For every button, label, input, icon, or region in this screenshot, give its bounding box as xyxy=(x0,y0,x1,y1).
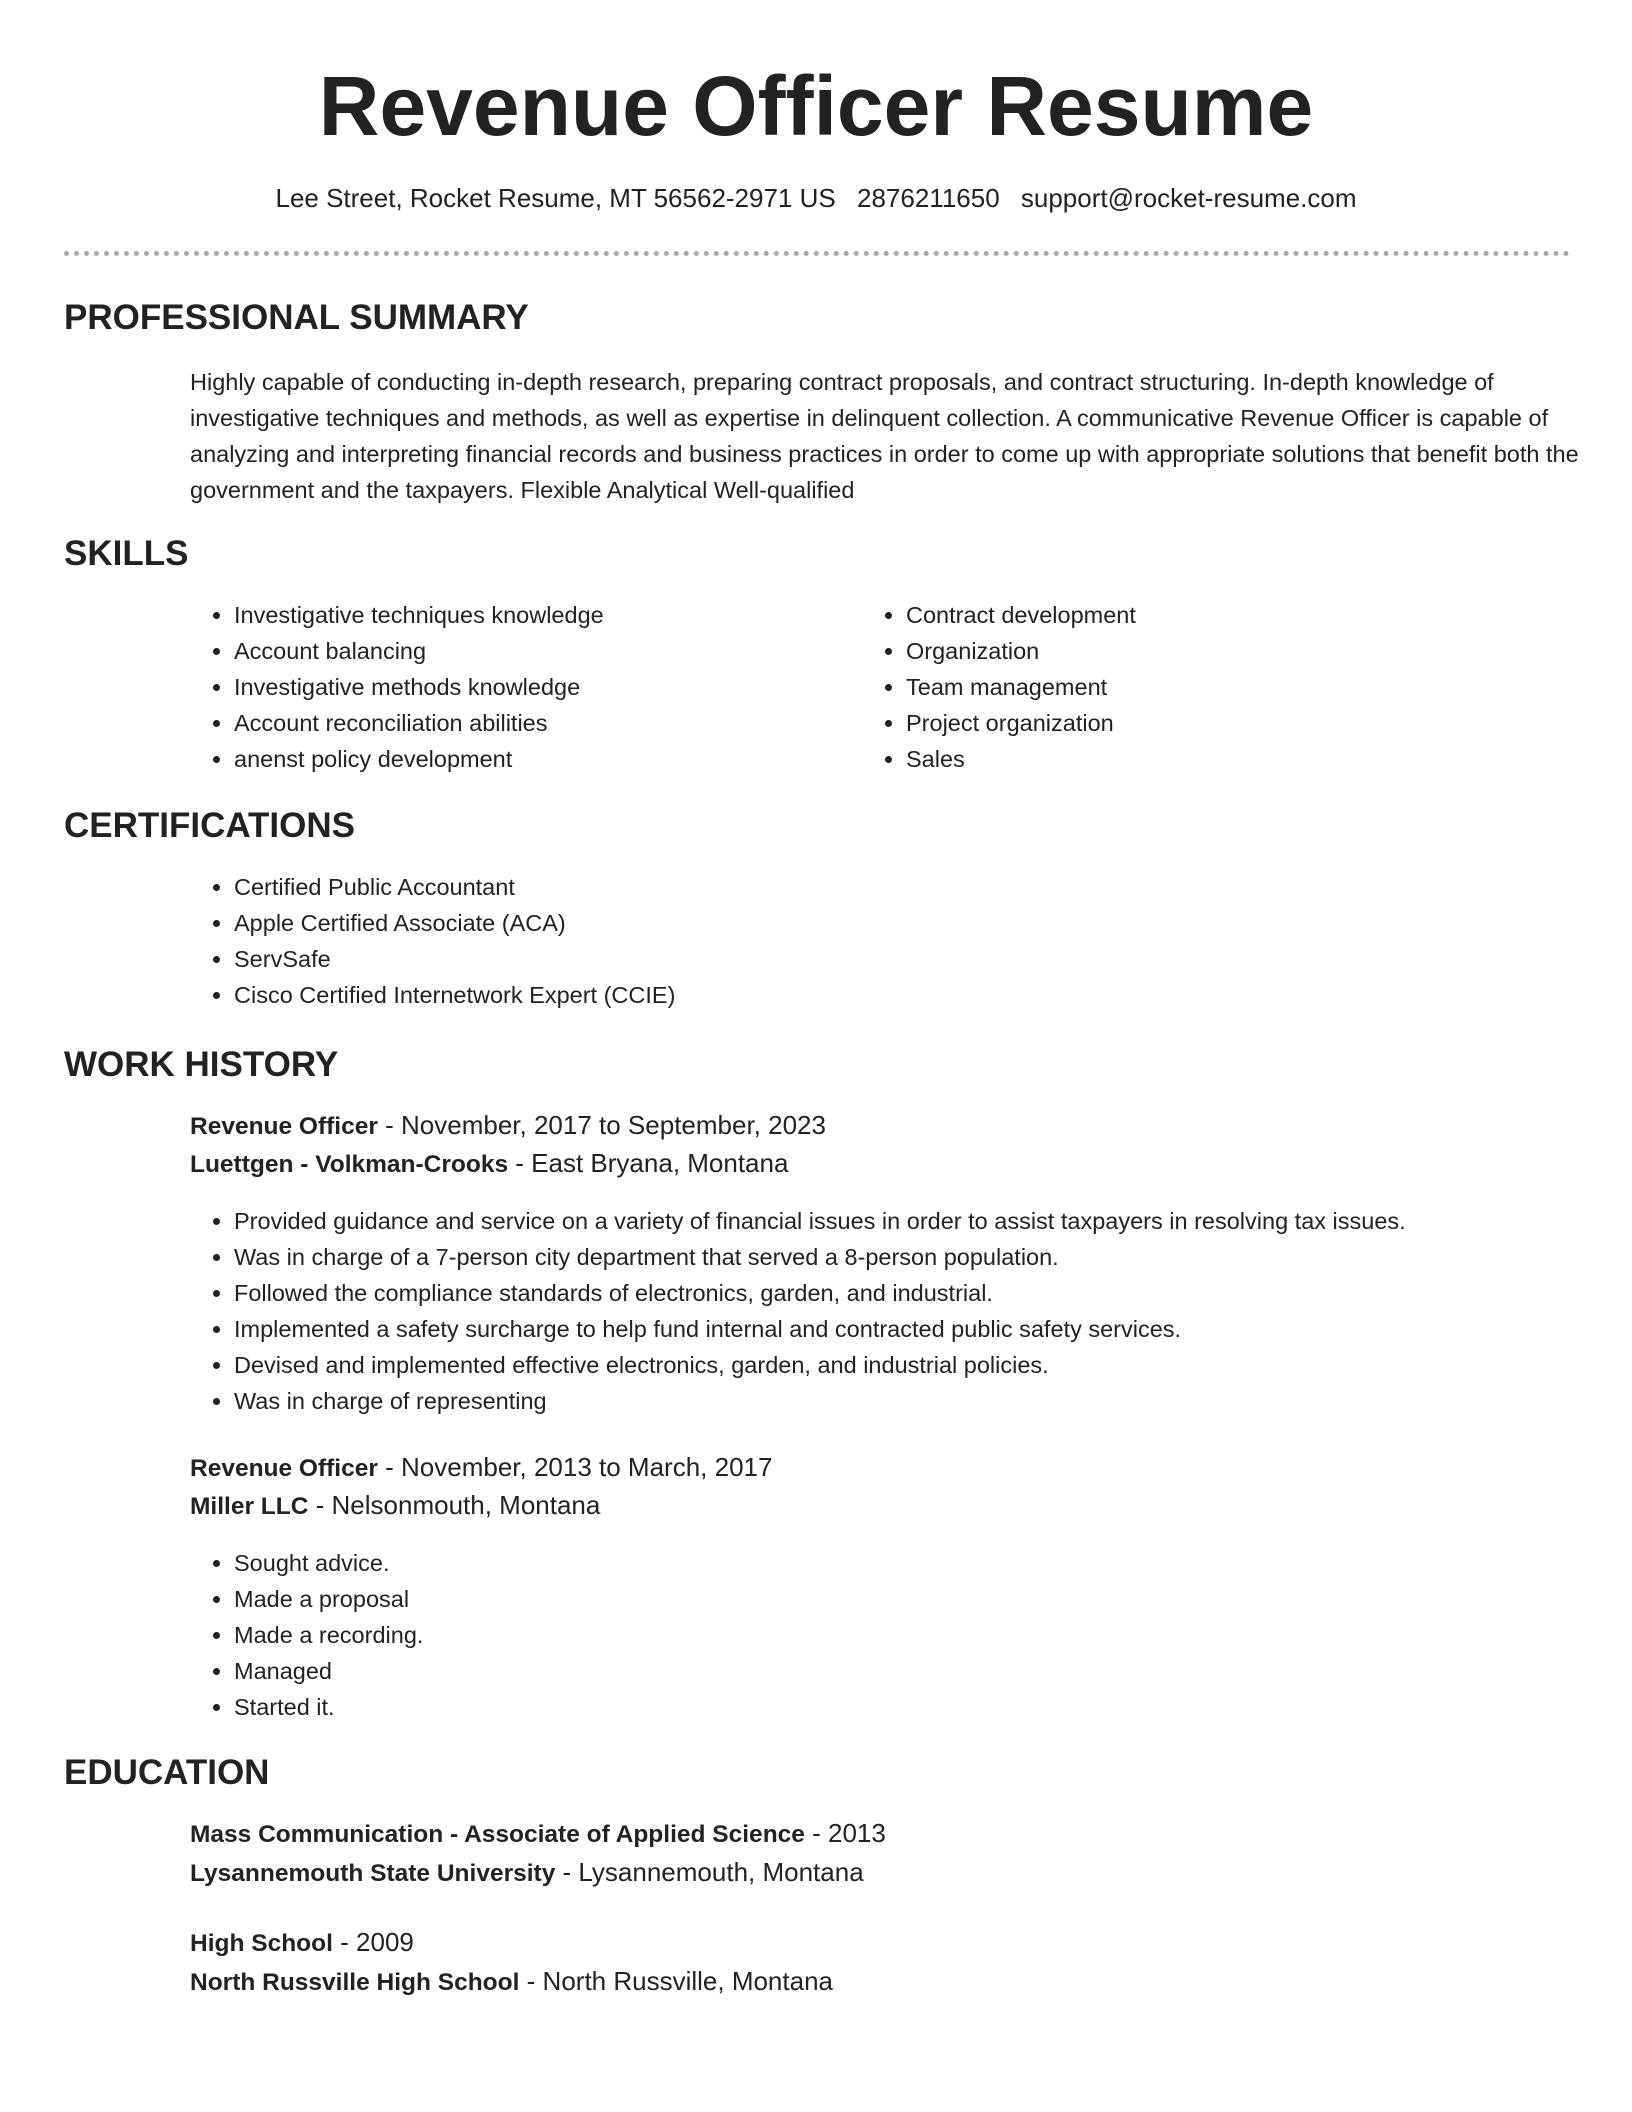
contact-address: Lee Street, Rocket Resume, MT 56562-2971 US xyxy=(275,183,836,213)
job-company-line xyxy=(190,1144,788,1184)
job-bullet: • Devised and implemented effective electronics, garden, and industrial policies. xyxy=(234,1347,1624,1383)
job-title: Revenue Officer xyxy=(190,1113,378,1140)
education-heading: EDUCATION xyxy=(64,1753,270,1792)
education-school: North Russville High School xyxy=(190,1969,520,1996)
education-school: Lysannemouth State University xyxy=(190,1860,556,1887)
job-company: Miller LLC xyxy=(190,1493,309,1520)
job-bullet: • Followed the compliance standards of electronics, garden, and industrial. xyxy=(234,1275,1624,1311)
skill-item: • Organization xyxy=(906,633,1526,669)
education-degree-line xyxy=(190,1814,886,1854)
education-year: - 2009 xyxy=(332,1927,414,1957)
skill-item: • Investigative methods knowledge xyxy=(234,669,854,705)
summary-heading: PROFESSIONAL SUMMARY xyxy=(64,298,529,337)
skill-item: • Team management xyxy=(906,669,1526,705)
skill-item: • Contract development xyxy=(906,597,1526,633)
job-bullet: • Implemented a safety surcharge to help fund internal and contracted public safety services. xyxy=(234,1311,1624,1347)
summary-text: Highly capable of conducting in-depth research, preparing contract proposals, and contract structuring. In-depth knowledge of investigative techniques and methods, as well as expertise in delinquent collection. A communicative Revenue Officer is capable of analyzing and interpreting financial records and business practices in order to come up with appropriate solutions that benefit both the government and the taxpayers. Flexible Analytical Well-qualified xyxy=(190,369,1579,503)
skill-item: • Project organization xyxy=(906,705,1526,741)
education-location: - Lysannemouth, Montana xyxy=(555,1857,864,1887)
job-bullets xyxy=(190,1545,1624,1725)
job-bullet: • Provided guidance and service on a variety of financial issues in order to assist taxpayers in resolving tax issues. xyxy=(234,1203,1624,1239)
job-dates: - November, 2013 to March, 2017 xyxy=(377,1452,773,1482)
education-location: - North Russville, Montana xyxy=(519,1966,833,1996)
job-company: Luettgen - Volkman-Crooks xyxy=(190,1151,509,1178)
certification-item: • Apple Certified Associate (ACA) xyxy=(234,905,1534,941)
certifications-list xyxy=(190,869,1534,1013)
job-bullet: • Made a proposal xyxy=(234,1581,1624,1617)
job-title-line xyxy=(190,1106,826,1146)
job-bullets xyxy=(190,1203,1624,1419)
job-location: - Nelsonmouth, Montana xyxy=(308,1490,601,1520)
job-bullet: • Made a recording. xyxy=(234,1617,1624,1653)
job-title: Revenue Officer xyxy=(190,1455,378,1482)
skill-item: • Investigative techniques knowledge xyxy=(234,597,854,633)
work-history-heading: WORK HISTORY xyxy=(64,1045,339,1084)
certification-item: • Certified Public Accountant xyxy=(234,869,1534,905)
header-divider xyxy=(64,251,1570,256)
certification-item: • ServSafe xyxy=(234,941,1534,977)
job-company-line xyxy=(190,1486,600,1526)
job-bullet: • Started it. xyxy=(234,1689,1624,1725)
education-school-line xyxy=(190,1853,864,1893)
certification-item: • Cisco Certified Internetwork Expert (CCIE) xyxy=(234,977,1534,1013)
skills-list-right xyxy=(862,597,1526,777)
contact-phone: 2876211650 xyxy=(856,183,1000,213)
contact-email[interactable]: support@rocket-resume.com xyxy=(1020,183,1357,213)
education-degree-line xyxy=(190,1923,414,1963)
education-school-line xyxy=(190,1962,833,2002)
education-year: - 2013 xyxy=(804,1818,886,1848)
skill-item: • anenst policy development xyxy=(234,741,854,777)
skill-item: • Account balancing xyxy=(234,633,854,669)
job-bullet: • Was in charge of a 7-person city department that served a 8-person population. xyxy=(234,1239,1624,1275)
job-bullet: • Managed xyxy=(234,1653,1624,1689)
contact-line xyxy=(0,180,1632,216)
education-degree: Mass Communication - Associate of Applied Science xyxy=(190,1821,805,1848)
skills-list-left xyxy=(190,597,854,777)
education-degree: High School xyxy=(190,1930,333,1957)
job-bullet: • Sought advice. xyxy=(234,1545,1624,1581)
skill-item: • Sales xyxy=(906,741,1526,777)
certifications-heading: CERTIFICATIONS xyxy=(64,806,356,845)
skill-item: • Account reconciliation abilities xyxy=(234,705,854,741)
job-dates: - November, 2017 to September, 2023 xyxy=(377,1110,826,1140)
job-location: - East Bryana, Montana xyxy=(508,1148,789,1178)
job-bullet: • Was in charge of representing xyxy=(234,1383,1624,1419)
resume-title: Revenue Officer Resume xyxy=(318,59,1314,153)
job-title-line xyxy=(190,1448,772,1488)
skills-heading: SKILLS xyxy=(64,534,189,573)
